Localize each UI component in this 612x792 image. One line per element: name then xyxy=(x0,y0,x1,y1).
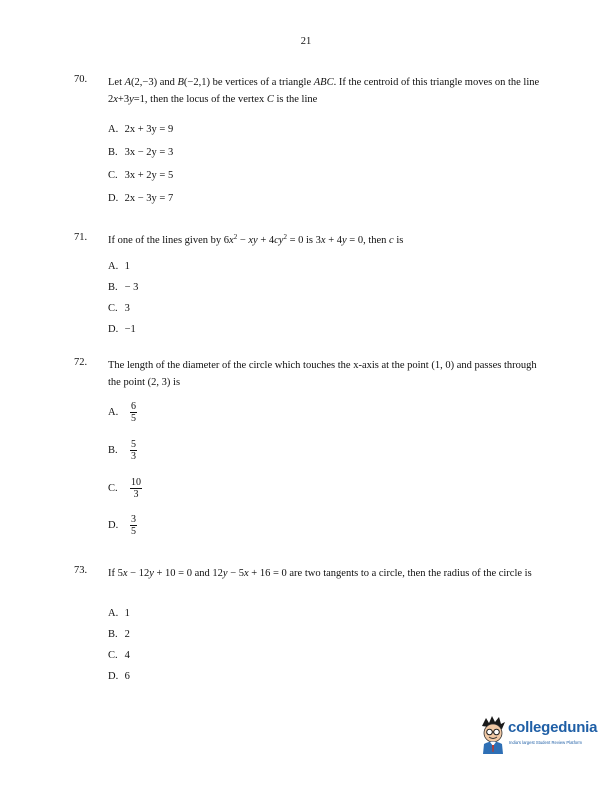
brand-tagline: India's largest Student Review Platform xyxy=(509,740,582,745)
option-d: D. 2x − 3y = 7 xyxy=(108,193,174,204)
question-number: 71. xyxy=(74,232,88,243)
question-text: If 5x − 12y + 10 = 0 and 12y − 5x + 16 = 0 are two tangents to a circle, then the radius of the circle is xyxy=(108,568,532,579)
fraction: $\frac{6}{5}$ xyxy=(131,401,136,424)
question-number: 73. xyxy=(74,565,88,576)
option-c: C. 4 xyxy=(108,650,130,661)
question-text: The length of the diameter of the circle which touches the x-axis at the point (1, 0) and passes through the point (2, 3) is xyxy=(108,360,537,388)
option-d: D. −1 xyxy=(108,324,136,335)
page-number: 21 xyxy=(300,36,312,47)
option-c: C. 3x + 2y = 5 xyxy=(108,170,174,181)
option-a: A. 2x + 3y = 9 xyxy=(108,124,174,135)
question-text: Let A(2,−3) and B(−2,1) be vertices of a triangle ABC. If the centroid of this triangle moves on the line 2x+3y=1, then the locus of the vertex C is the line xyxy=(108,77,540,105)
question-number: 70. xyxy=(74,74,88,85)
option-b: B. 2 xyxy=(108,629,130,640)
fraction: $\frac{3}{5}$ xyxy=(131,514,136,537)
student-mascot-icon xyxy=(478,714,508,754)
option-b: B. $\frac{5}{3}$ xyxy=(108,439,136,462)
option-a: A. 1 xyxy=(108,608,130,619)
question-text: If one of the lines given by $6x^2$ − xy + $4cy^2 = 0$ is 3x + 4y = 0, then c is xyxy=(108,233,404,246)
option-d: D. $\frac{3}{5}$ xyxy=(108,514,136,537)
option-b: B. − 3 xyxy=(108,282,139,293)
question-number: 72. xyxy=(74,357,88,368)
fraction: $\frac{10}{3}$ xyxy=(131,477,141,500)
option-b: B. 3x − 2y = 3 xyxy=(108,147,174,158)
collegedunia-logo xyxy=(478,712,603,770)
option-c: C. 3 xyxy=(108,303,130,314)
option-d: D. 6 xyxy=(108,671,130,682)
option-a: A. $\frac{6}{5}$ xyxy=(108,401,136,424)
option-c: C. $\frac{10}{3}$ xyxy=(108,477,141,500)
brand-name: collegedunia xyxy=(508,719,598,736)
fraction: $\frac{5}{3}$ xyxy=(131,439,136,462)
option-a: A. 1 xyxy=(108,261,130,272)
